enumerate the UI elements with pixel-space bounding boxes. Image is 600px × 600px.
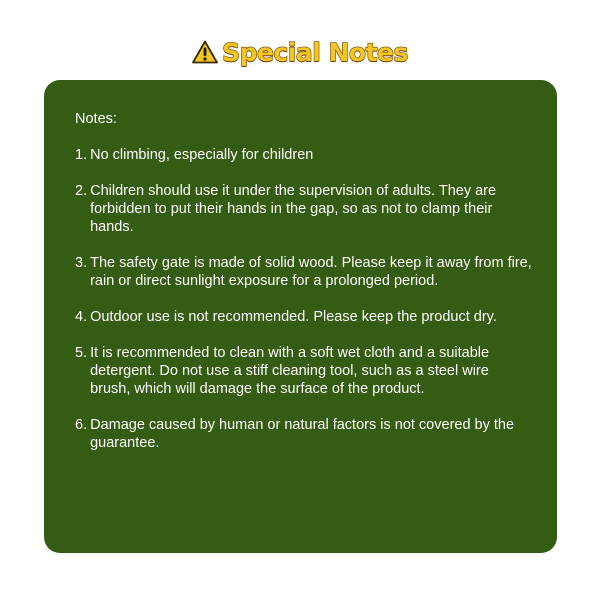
note-item-4 (75, 308, 533, 326)
note-number: 6. (75, 417, 88, 433)
note-item-5 (75, 344, 533, 398)
title-row (0, 34, 600, 70)
warning-triangle-icon (192, 40, 218, 64)
notes-heading: Notes: (75, 111, 117, 127)
note-item-1 (75, 146, 533, 164)
note-text: Children should use it under the supervision of adults. They are forbidden to put their hands in the gap, so as not to clamp their hands. (90, 183, 497, 235)
note-number: 2. (75, 183, 88, 199)
note-number: 4. (75, 309, 88, 325)
page-title: Special Notes (222, 37, 408, 67)
note-item-3 (75, 254, 533, 290)
note-number: 5. (75, 345, 88, 361)
notes-panel (44, 80, 557, 553)
note-text: Damage caused by human or natural factors is not covered by the guarantee. (90, 417, 515, 451)
note-number: 1. (75, 147, 88, 163)
note-item-2 (75, 182, 533, 236)
note-item-6 (75, 416, 533, 452)
note-text: No climbing, especially for children (90, 147, 314, 163)
note-text: The safety gate is made of solid wood. Please keep it away from fire, rain or direct sunlight exposure for a prolonged period. (90, 255, 532, 289)
note-text: It is recommended to clean with a soft wet cloth and a suitable detergent. Do not use a stiff cleaning tool, such as a steel wire brush, which will damage the surface of the product. (90, 345, 490, 397)
note-text: Outdoor use is not recommended. Please keep the product dry. (90, 309, 497, 325)
note-number: 3. (75, 255, 88, 271)
